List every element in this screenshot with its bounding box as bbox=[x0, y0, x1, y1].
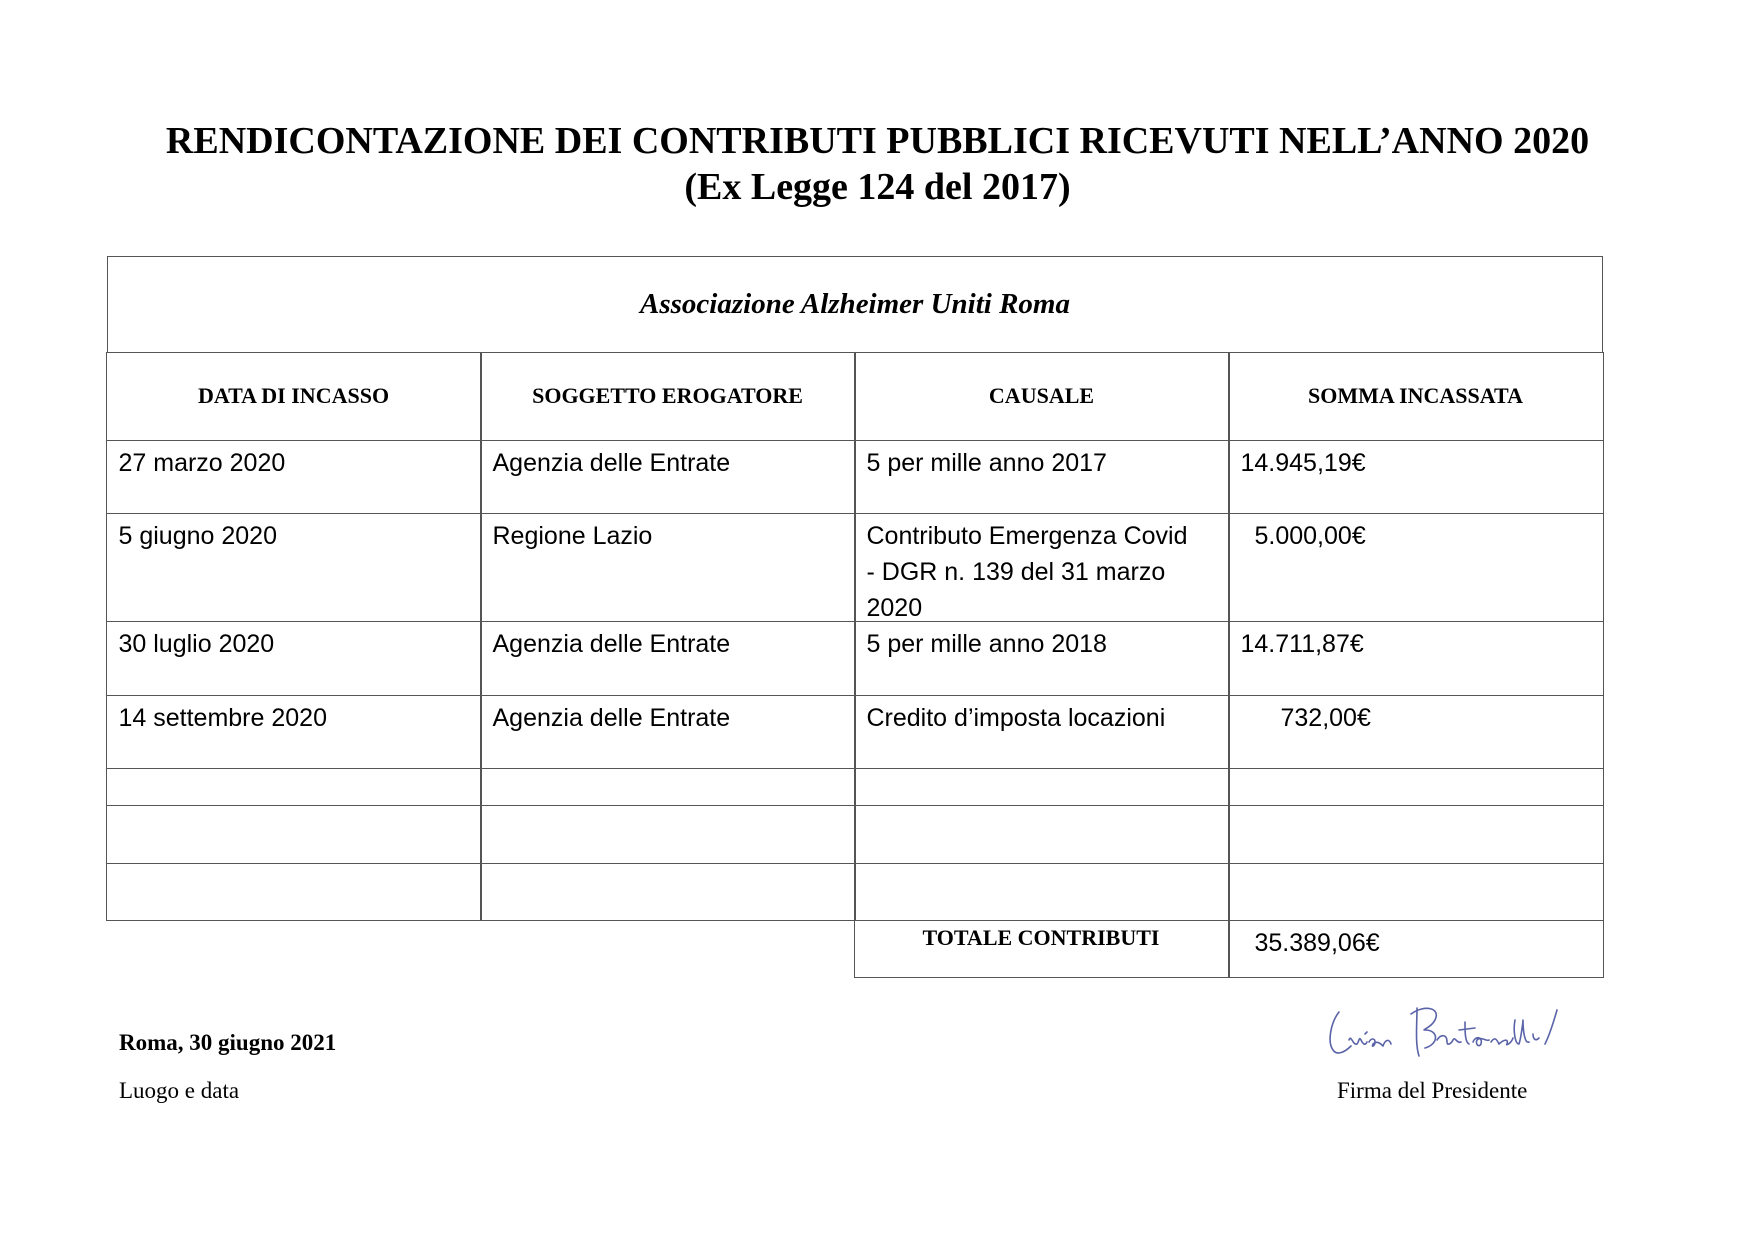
empty-cell bbox=[480, 805, 856, 864]
row3-amount: 14.711,87€ bbox=[1228, 621, 1604, 696]
header-source: SOGGETTO EROGATORE bbox=[480, 352, 856, 441]
organization-name: Associazione Alzheimer Uniti Roma bbox=[107, 256, 1603, 353]
empty-cell bbox=[106, 863, 482, 921]
row3-reason: 5 per mille anno 2018 bbox=[854, 621, 1230, 696]
row1-source: Agenzia delle Entrate bbox=[480, 440, 856, 514]
row1-amount: 14.945,19€ bbox=[1228, 440, 1604, 514]
row3-date: 30 luglio 2020 bbox=[106, 621, 482, 696]
header-date: DATA DI INCASSO bbox=[106, 352, 482, 441]
row4-source: Agenzia delle Entrate bbox=[480, 695, 856, 769]
row4-amount: 732,00€ bbox=[1228, 695, 1604, 769]
row2-reason-line1: Contributo Emergenza Covid bbox=[866, 521, 1188, 550]
empty-cell bbox=[854, 768, 1230, 806]
president-signature bbox=[1325, 1000, 1585, 1070]
row1-date: 27 marzo 2020 bbox=[106, 440, 482, 514]
total-label-cell bbox=[854, 920, 1230, 978]
row3-source: Agenzia delle Entrate bbox=[480, 621, 856, 696]
empty-cell bbox=[1228, 768, 1604, 806]
row2-reason bbox=[854, 513, 1230, 622]
signature-caption: Firma del Presidente bbox=[1337, 1078, 1528, 1103]
row2-reason-line2: - DGR n. 139 del 31 marzo bbox=[866, 557, 1166, 586]
row1-reason: 5 per mille anno 2017 bbox=[854, 440, 1230, 514]
empty-cell bbox=[106, 805, 482, 864]
row4-date: 14 settembre 2020 bbox=[106, 695, 482, 769]
header-amount: SOMMA INCASSATA bbox=[1228, 352, 1604, 441]
row2-source: Regione Lazio bbox=[480, 513, 856, 622]
empty-cell bbox=[854, 863, 1230, 921]
empty-cell bbox=[480, 768, 856, 806]
place-date: Roma, 30 giugno 2021 bbox=[119, 1030, 337, 1055]
document-title: RENDICONTAZIONE DEI CONTRIBUTI PUBBLICI RICEVUTI NELL’ANNO 2020 bbox=[165, 120, 1590, 162]
empty-cell bbox=[1228, 805, 1604, 864]
total-label: TOTALE CONTRIBUTI bbox=[922, 924, 1160, 950]
empty-cell bbox=[1228, 863, 1604, 921]
row2-date: 5 giugno 2020 bbox=[106, 513, 482, 622]
row2-amount: 5.000,00€ bbox=[1228, 513, 1604, 622]
empty-cell bbox=[480, 863, 856, 921]
header-reason: CAUSALE bbox=[854, 352, 1230, 441]
total-value: 35.389,06€ bbox=[1228, 920, 1604, 978]
row4-reason: Credito d’imposta locazioni bbox=[854, 695, 1230, 769]
empty-cell bbox=[854, 805, 1230, 864]
place-date-caption: Luogo e data bbox=[119, 1078, 240, 1103]
document-subtitle: (Ex Legge 124 del 2017) bbox=[684, 166, 1071, 208]
empty-cell bbox=[106, 768, 482, 806]
row2-reason-line3: 2020 bbox=[866, 593, 923, 622]
